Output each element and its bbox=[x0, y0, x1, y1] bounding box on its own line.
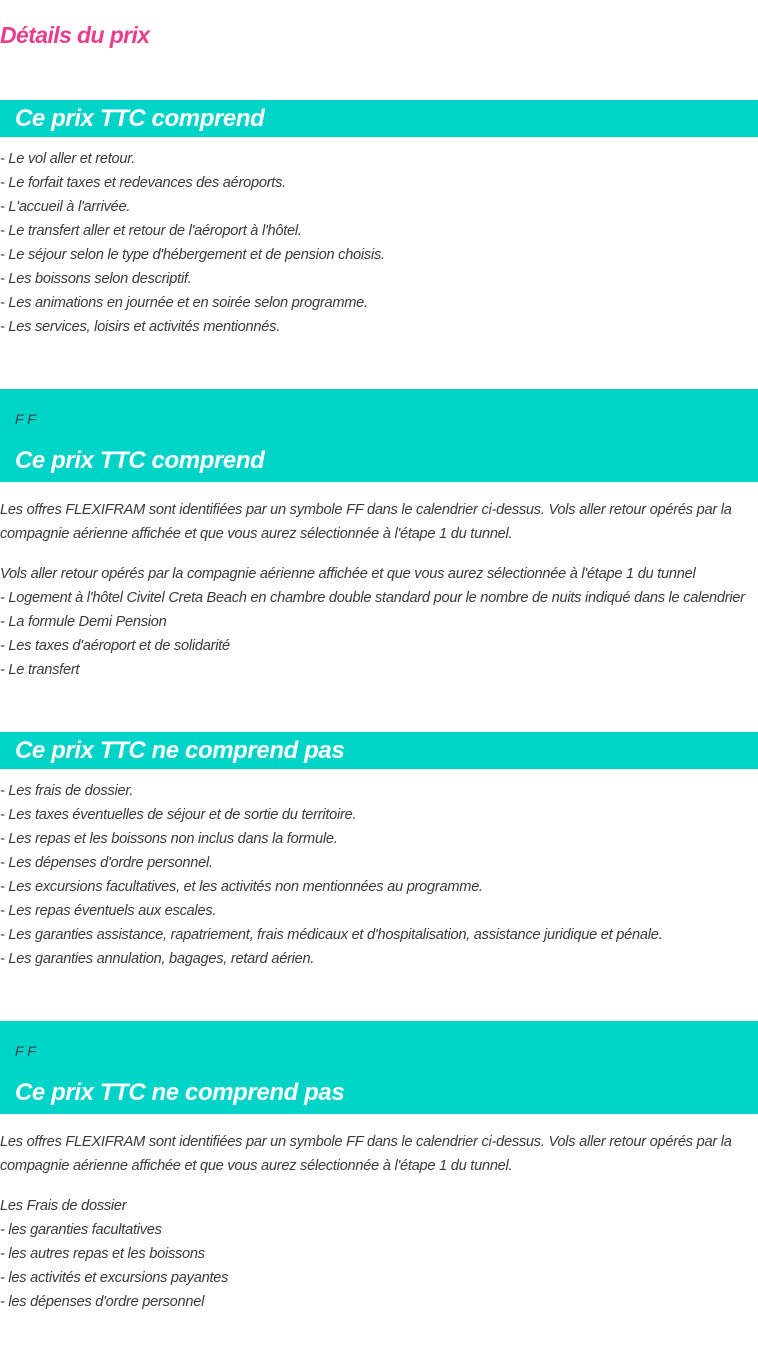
list-item: Les Frais de dossier bbox=[0, 1198, 127, 1214]
section-header-bar bbox=[0, 389, 758, 482]
list-item: - Le vol aller et retour. bbox=[0, 151, 136, 167]
list-item: - La formule Demi Pension bbox=[0, 614, 167, 630]
excludes-list bbox=[0, 779, 758, 971]
list-item: - Les repas et les boissons non inclus dans la formule. bbox=[0, 831, 338, 847]
list-item: - Le forfait taxes et redevances des aéroports. bbox=[0, 175, 286, 191]
section-includes bbox=[0, 100, 758, 339]
section-title: Ce prix TTC ne comprend pas bbox=[15, 737, 345, 764]
section-flexifram-includes bbox=[0, 389, 758, 682]
page-title: Détails du prix bbox=[0, 22, 150, 48]
flexifram-includes-list bbox=[0, 562, 758, 682]
flexifram-intro: Les offres FLEXIFRAM sont identifiées par un symbole FF dans le calendrier ci-dessus. Vols aller retour opérés par la compagnie aérienne affichée et que vous aurez sélectionnée à l'étape 1 du tunnel. bbox=[0, 1134, 732, 1174]
list-item: - Les repas éventuels aux escales. bbox=[0, 903, 217, 919]
list-item: - Le transfert aller et retour de l'aéroport à l'hôtel. bbox=[0, 223, 302, 239]
list-item: - Les taxes éventuelles de séjour et de sortie du territoire. bbox=[0, 807, 357, 823]
section-header-bar bbox=[0, 732, 758, 769]
list-item: - les activités et excursions payantes bbox=[0, 1270, 229, 1286]
list-item: - Les boissons selon descriptif. bbox=[0, 271, 192, 287]
list-item: - Les taxes d'aéroport et de solidarité bbox=[0, 638, 230, 654]
section-header-bar bbox=[0, 100, 758, 137]
list-item: - L'accueil à l'arrivée. bbox=[0, 199, 131, 215]
list-item: - Les excursions facultatives, et les activités non mentionnées au programme. bbox=[0, 879, 483, 895]
section-header-bar bbox=[0, 1021, 758, 1114]
list-item: - Le transfert bbox=[0, 662, 80, 678]
list-item: - Les dépenses d'ordre personnel. bbox=[0, 855, 213, 871]
list-item: - Les services, loisirs et activités mentionnés. bbox=[0, 319, 280, 335]
list-item: - Les garanties assistance, rapatriement, frais médicaux et d'hospitalisation, assistance juridique et pénale. bbox=[0, 927, 663, 943]
list-item: - Logement à l'hôtel Civitel Creta Beach en chambre double standard pour le nombre de nuits indiqué dans le calendrier bbox=[0, 590, 745, 606]
list-item: - Les animations en journée et en soirée selon programme. bbox=[0, 295, 368, 311]
ff-badge: F F bbox=[15, 1043, 36, 1059]
section-excludes bbox=[0, 732, 758, 971]
list-item: - les garanties facultatives bbox=[0, 1222, 162, 1238]
flexifram-intro: Les offres FLEXIFRAM sont identifiées par un symbole FF dans le calendrier ci-dessus. Vols aller retour opérés par la compagnie aérienne affichée et que vous aurez sélectionnée à l'étape 1 du tunnel. bbox=[0, 502, 732, 542]
list-item: - Le séjour selon le type d'hébergement et de pension choisis. bbox=[0, 247, 385, 263]
list-item: Vols aller retour opérés par la compagnie aérienne affichée et que vous aurez sélectionnée à l'étape 1 du tunnel bbox=[0, 566, 696, 582]
ff-badge: F F bbox=[15, 411, 36, 427]
list-item: - Les garanties annulation, bagages, retard aérien. bbox=[0, 951, 315, 967]
list-item: - les dépenses d'ordre personnel bbox=[0, 1294, 205, 1310]
list-item: - Les frais de dossier. bbox=[0, 783, 134, 799]
section-title: Ce prix TTC ne comprend pas bbox=[15, 1079, 345, 1106]
flexifram-excludes-list bbox=[0, 1194, 758, 1314]
section-title: Ce prix TTC comprend bbox=[15, 105, 265, 132]
list-item: - les autres repas et les boissons bbox=[0, 1246, 205, 1262]
includes-list bbox=[0, 147, 758, 339]
section-flexifram-excludes bbox=[0, 1021, 758, 1314]
section-title: Ce prix TTC comprend bbox=[15, 447, 265, 474]
